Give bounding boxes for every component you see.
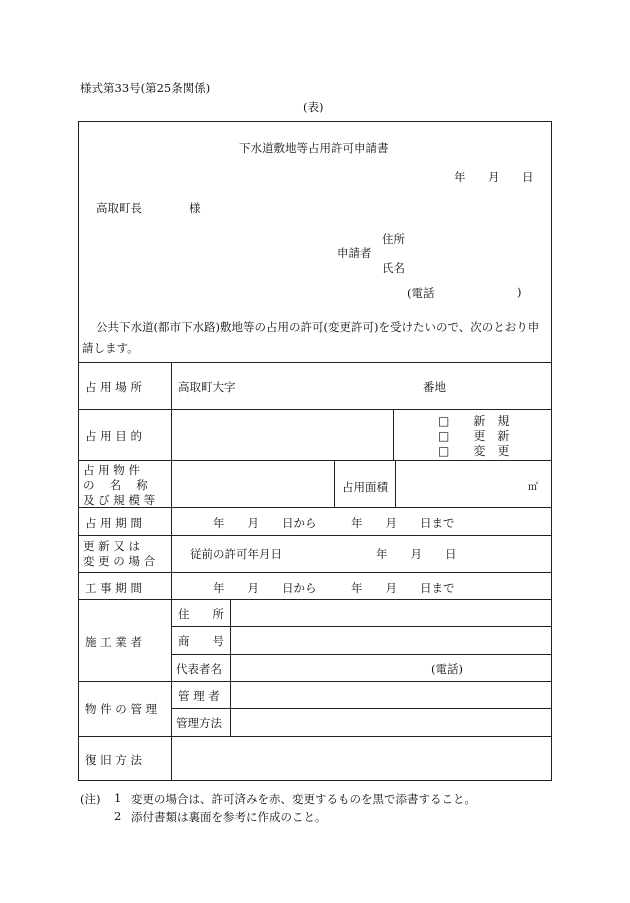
rule [171, 708, 552, 709]
area-label: 占用面積 [342, 480, 388, 494]
place-town: 高取町大字 [178, 380, 236, 394]
form-number: 様式第33号(第25条関係) [80, 81, 211, 95]
contractor-trade-label: 商 号 [178, 634, 224, 648]
contractor-label: 施 工 業 者 [85, 635, 142, 649]
date-day: 日 [522, 170, 534, 184]
body-text-line1: 公共下水道(都市下水路)敷地等の占用の許可(変更許可)を受けたいので、次のとおり申 [96, 320, 540, 334]
rule [78, 572, 552, 573]
applicant-label: 申請者 [337, 246, 372, 260]
rule [334, 460, 335, 507]
addressee: 高取町長 [96, 201, 142, 215]
object-label-line2: の 名 称 [83, 478, 148, 492]
form-side: (表) [303, 100, 324, 114]
mgmt-manager-label: 管 理 者 [178, 689, 220, 703]
honorific: 様 [189, 201, 201, 215]
place-label: 占 用 場 所 [85, 380, 142, 394]
mgmt-label: 物 件 の 管 理 [85, 702, 158, 716]
rule [78, 681, 552, 682]
rule [393, 409, 394, 460]
rule [171, 654, 552, 655]
note1-text: 変更の場合は、許可済みを赤、変更するものを黒で添書すること。 [131, 792, 476, 806]
date-year: 年 [454, 170, 466, 184]
rule [78, 535, 552, 536]
period-label: 占 用 期 間 [85, 516, 142, 530]
note1-number: 1 [114, 791, 122, 805]
rule [78, 599, 552, 600]
body-text-line2: 請します。 [82, 341, 139, 355]
name-label: 氏名 [382, 261, 405, 275]
renew-label-line2: 変 更 の 場 合 [83, 554, 156, 568]
phone-open: (電話 [407, 286, 435, 300]
contractor-rep-label: 代表者名 [176, 662, 222, 676]
note2-number: 2 [114, 809, 122, 823]
date-month: 月 [488, 170, 500, 184]
area-unit: ㎡ [528, 482, 538, 493]
option-new[interactable]: □ 新 規 [438, 414, 510, 428]
object-label-line3: 及 び 規 模 等 [83, 493, 156, 507]
rule [78, 362, 552, 363]
period-text: 年 月 日から 年 月 日まで [213, 516, 455, 530]
note-prefix: (注) [80, 792, 101, 806]
restore-label: 復 旧 方 法 [85, 753, 142, 767]
option-renew[interactable]: □ 更 新 [438, 429, 510, 443]
purpose-label: 占 用 目 的 [85, 429, 142, 443]
phone-close: ) [517, 285, 522, 299]
rule [171, 626, 552, 627]
prev-date-text: 年 月 日 [376, 547, 457, 561]
rule [78, 736, 552, 737]
contractor-phone: (電話) [431, 662, 463, 676]
option-change[interactable]: □ 変 更 [438, 444, 510, 458]
place-lot: 番地 [423, 380, 446, 394]
object-label-line1: 占 用 物 件 [83, 463, 140, 477]
contractor-address-label: 住 所 [178, 607, 224, 621]
work-period-label: 工 事 期 間 [85, 581, 142, 595]
prev-date-label: 従前の許可年月日 [190, 547, 282, 561]
form-title: 下水道敷地等占用許可申請書 [239, 141, 389, 155]
rule [230, 599, 231, 736]
rule [395, 460, 396, 507]
mgmt-method-label: 管理方法 [176, 716, 222, 730]
rule [78, 460, 552, 461]
address-label: 住所 [382, 232, 405, 246]
note2-text: 添付書類は裏面を参考に作成のこと。 [131, 810, 327, 824]
work-period-text: 年 月 日から 年 月 日まで [213, 581, 455, 595]
rule [78, 409, 552, 410]
rule [171, 362, 172, 781]
renew-label-line1: 更 新 又 は [83, 539, 140, 553]
